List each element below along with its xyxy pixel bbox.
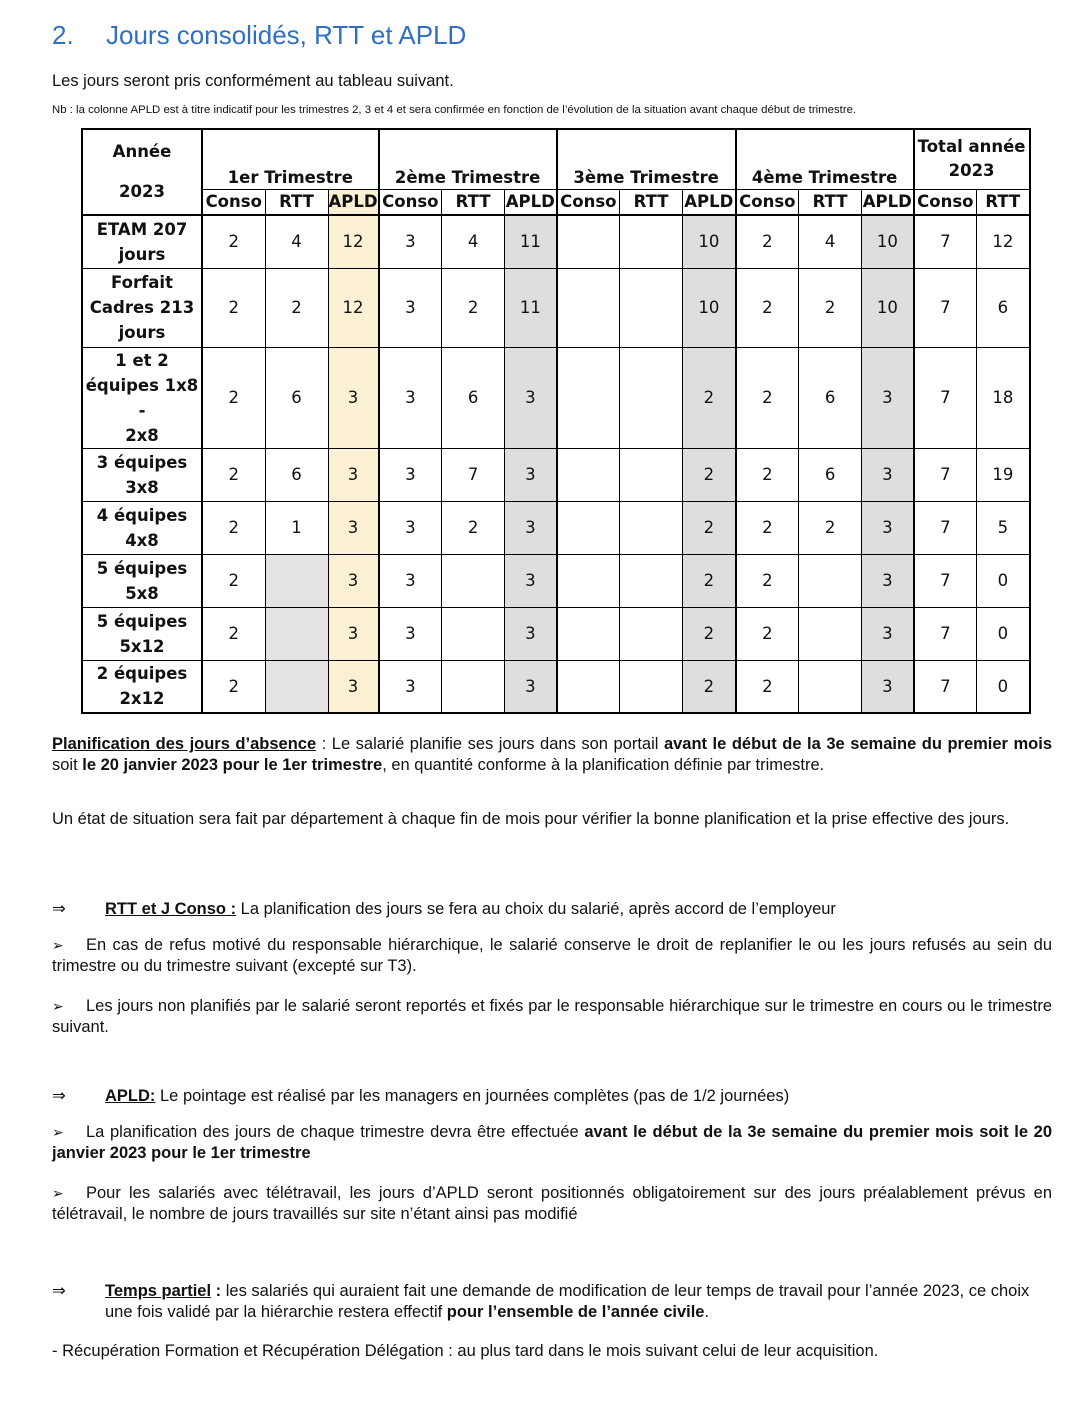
cell-conso: 7 — [914, 554, 977, 607]
row-label — [82, 660, 202, 713]
cell-rtt: 6 — [799, 347, 862, 448]
bullet-arrow-icon: ➢ — [52, 1124, 64, 1140]
total-label-line1: Total année — [917, 137, 1026, 157]
cell-apld: 11 — [505, 268, 557, 347]
cell-conso: 2 — [736, 448, 799, 501]
cell-rtt — [620, 347, 683, 448]
cell-rtt — [442, 607, 505, 660]
section-title: Jours consolidés, RTT et APLD — [106, 20, 467, 50]
cell-rtt — [442, 554, 505, 607]
subheader-conso: Conso — [914, 189, 977, 215]
row-label-line: 4x8 — [125, 530, 159, 550]
table-row — [82, 268, 1030, 347]
cell-apld: 10 — [862, 215, 914, 268]
cell-apld: 3 — [862, 501, 914, 554]
cell-conso: 2 — [202, 607, 265, 660]
apld-bullet-1 — [52, 1122, 1052, 1164]
subheader-conso: Conso — [379, 189, 442, 215]
cell-conso: 3 — [379, 554, 442, 607]
cell-rtt: 6 — [799, 448, 862, 501]
cell-rtt — [620, 554, 683, 607]
cell-conso — [557, 554, 620, 607]
table-row — [82, 347, 1030, 448]
cell-apld: 2 — [683, 607, 736, 660]
cell-rtt — [799, 607, 862, 660]
cell-conso: 3 — [379, 607, 442, 660]
row-label-line: jours — [118, 323, 166, 342]
cell-apld: 3 — [862, 554, 914, 607]
rtt-bullet-1-text: En cas de refus motivé du responsable hiérarchique, le salarié conserve le droit de replanifier le ou les jours refusés au sein du trimestre ou du trimestre suivant (excepté sur T3). — [52, 936, 1052, 975]
subheader-apld: APLD — [505, 189, 557, 215]
cell-apld: 2 — [683, 554, 736, 607]
cell-rtt: 6 — [442, 347, 505, 448]
subheader-conso: Conso — [736, 189, 799, 215]
subheader-rtt: RTT — [265, 189, 328, 215]
partial-paragraph — [52, 1281, 1052, 1323]
table-row — [82, 215, 1030, 268]
recovery-paragraph: - Récupération Formation et Récupération Délégation : au plus tard dans le mois suivant celui de leur acquisition. — [52, 1342, 879, 1360]
row-label — [82, 215, 202, 268]
cell-conso: 3 — [379, 660, 442, 713]
cell-rtt — [620, 501, 683, 554]
cell-apld: 10 — [683, 268, 736, 347]
cell-conso: 2 — [736, 554, 799, 607]
cell-apld: 3 — [328, 554, 379, 607]
partial-title: Temps partiel — [105, 1282, 212, 1300]
bullet-arrow-icon: ➢ — [52, 1185, 64, 1201]
cell-conso: 7 — [914, 607, 977, 660]
cell-rtt — [265, 607, 328, 660]
row-label-line: 5x12 — [119, 636, 165, 656]
days-table — [81, 128, 1031, 714]
apld-bullet-2-text: Pour les salariés avec télétravail, les jours d’APLD seront positionnés obligatoirement sur des jours préalablement prévus en télétravail, le nombre de jours travaillés sur site n’étant ainsi pas modifié — [52, 1184, 1052, 1223]
cell-rtt: 4 — [799, 215, 862, 268]
apld-bullet-2 — [52, 1183, 1052, 1225]
row-label-line: Forfait — [111, 273, 173, 292]
rtt-bullet-2 — [52, 996, 1052, 1038]
table-row — [82, 554, 1030, 607]
cell-conso — [557, 448, 620, 501]
cell-apld: 11 — [505, 215, 557, 268]
cell-conso: 2 — [736, 215, 799, 268]
partial-text2: . — [704, 1303, 710, 1321]
row-label-line: 2 équipes — [96, 664, 188, 684]
cell-apld: 2 — [683, 660, 736, 713]
row-label — [82, 268, 202, 347]
intro-text: Les jours seront pris conformément au tableau suivant. — [52, 72, 454, 90]
cell-rtt: 0 — [977, 660, 1030, 713]
rtt-bullet-2-text: Les jours non planifiés par le salarié seront reportés et fixés par le responsable hiérarchique sur le trimestre en cours ou le trimestre suivant. — [52, 997, 1052, 1036]
cell-rtt: 2 — [799, 501, 862, 554]
cell-conso: 7 — [914, 347, 977, 448]
cell-conso: 2 — [202, 554, 265, 607]
row-label-line: 2x12 — [119, 689, 165, 709]
rtt-title: RTT et J Conso : — [105, 900, 237, 918]
cell-apld: 3 — [505, 554, 557, 607]
quarter-header-4: 4ème Trimestre — [736, 129, 914, 189]
total-label-line2: 2023 — [948, 161, 995, 181]
planning-bold2: le 20 janvier 2023 pour le 1er trimestre — [82, 756, 383, 774]
cell-conso: 3 — [379, 501, 442, 554]
bullet-arrow-icon: ➢ — [52, 937, 64, 953]
apld-text: Le pointage est réalisé par les managers en journées complètes (pas de 1/2 journées) — [155, 1087, 790, 1105]
table-row — [82, 607, 1030, 660]
cell-conso: 7 — [914, 501, 977, 554]
subheader-rtt: RTT — [977, 189, 1030, 215]
partial-text1: les salariés qui auraient fait une demande de modification de leur temps de travail pour l’année 2023, ce choix une fois validé par la hiérarchie restera effectif — [105, 1282, 1030, 1321]
cell-apld: 3 — [328, 347, 379, 448]
cell-conso: 2 — [736, 607, 799, 660]
cell-apld: 3 — [505, 501, 557, 554]
subheader-conso: Conso — [202, 189, 265, 215]
cell-rtt: 0 — [977, 554, 1030, 607]
subheader-apld: APLD — [683, 189, 736, 215]
cell-rtt: 2 — [265, 268, 328, 347]
section-heading — [52, 20, 466, 51]
note-text: Nb : la colonne APLD est à titre indicatif pour les trimestres 2, 3 et 4 et sera confirmée en fonction de l’évolution de la situation avant chaque début de trimestre. — [52, 104, 857, 116]
cell-apld: 2 — [683, 501, 736, 554]
row-label-line: jours — [118, 244, 166, 264]
cell-rtt: 19 — [977, 448, 1030, 501]
total-header — [914, 129, 1030, 189]
row-label-line: 1 et 2 — [115, 350, 169, 370]
row-label — [82, 607, 202, 660]
year-label-line1: Année — [112, 142, 172, 161]
bullet-arrow-icon: ➢ — [52, 998, 64, 1014]
row-label-line: 5x8 — [125, 583, 159, 603]
cell-conso: 3 — [379, 347, 442, 448]
apld-title: APLD: — [105, 1087, 156, 1105]
cell-apld: 10 — [683, 215, 736, 268]
cell-conso: 3 — [379, 448, 442, 501]
planning-title: Planification des jours d’absence — [52, 735, 317, 753]
cell-rtt — [265, 660, 328, 713]
cell-apld: 3 — [505, 607, 557, 660]
row-label-line: 3 équipes — [96, 452, 188, 472]
year-header — [82, 129, 202, 215]
cell-rtt — [620, 607, 683, 660]
quarter-header-2: 2ème Trimestre — [379, 129, 557, 189]
cell-apld: 3 — [862, 448, 914, 501]
row-label — [82, 554, 202, 607]
cell-conso: 7 — [914, 215, 977, 268]
quarter-header-1: 1er Trimestre — [202, 129, 379, 189]
cell-apld: 12 — [328, 268, 379, 347]
arrow-icon: ⇒ — [52, 900, 66, 918]
subheader-rtt: RTT — [799, 189, 862, 215]
cell-apld: 3 — [328, 607, 379, 660]
cell-conso — [557, 660, 620, 713]
cell-conso: 2 — [202, 347, 265, 448]
row-label-line: 3x8 — [125, 477, 159, 497]
cell-apld: 3 — [862, 660, 914, 713]
situation-paragraph: Un état de situation sera fait par département à chaque fin de mois pour vérifier la bonne planification et la prise effective des jours. — [52, 810, 1010, 828]
cell-apld: 3 — [505, 660, 557, 713]
cell-rtt: 4 — [442, 215, 505, 268]
arrow-icon: ⇒ — [52, 1282, 66, 1300]
planning-text3: , en quantité conforme à la planification définie par trimestre. — [382, 756, 825, 774]
subheader-rtt: RTT — [442, 189, 505, 215]
cell-rtt — [799, 554, 862, 607]
row-label — [82, 347, 202, 448]
cell-conso: 2 — [202, 448, 265, 501]
cell-rtt: 18 — [977, 347, 1030, 448]
row-label — [82, 448, 202, 501]
cell-conso: 2 — [202, 660, 265, 713]
row-label — [82, 501, 202, 554]
apld-bullet-1-bold: avant le début de la 3e semaine du premier mois soit le 20 janvier 2023 pour le 1er trimestre — [52, 1123, 1052, 1162]
subheader-apld: APLD — [328, 189, 379, 215]
subheader-apld: APLD — [862, 189, 914, 215]
cell-conso: 3 — [379, 268, 442, 347]
cell-conso: 3 — [379, 215, 442, 268]
cell-conso: 7 — [914, 448, 977, 501]
row-label-line: 2x8 — [125, 425, 159, 445]
cell-rtt — [265, 554, 328, 607]
cell-rtt: 7 — [442, 448, 505, 501]
table-row — [82, 660, 1030, 713]
row-label-line: Cadres 213 — [89, 298, 195, 317]
table-row — [82, 501, 1030, 554]
cell-rtt: 2 — [442, 268, 505, 347]
cell-rtt: 12 — [977, 215, 1030, 268]
cell-rtt — [620, 268, 683, 347]
cell-rtt — [620, 448, 683, 501]
planning-bold1: avant le début de la 3e semaine du premier mois — [663, 735, 1052, 753]
subheader-conso: Conso — [557, 189, 620, 215]
cell-conso: 2 — [202, 268, 265, 347]
cell-rtt — [620, 660, 683, 713]
quarter-header-3: 3ème Trimestre — [557, 129, 736, 189]
cell-rtt: 2 — [799, 268, 862, 347]
cell-apld: 12 — [328, 215, 379, 268]
row-label-line: équipes 1x8 - — [85, 375, 199, 420]
cell-rtt: 6 — [977, 268, 1030, 347]
cell-apld: 3 — [505, 448, 557, 501]
cell-rtt: 0 — [977, 607, 1030, 660]
apld-bullet-1-text: La planification des jours de chaque trimestre devra être effectuée — [86, 1123, 585, 1141]
section-number: 2. — [52, 20, 74, 50]
cell-apld: 10 — [862, 268, 914, 347]
cell-conso — [557, 347, 620, 448]
cell-conso — [557, 501, 620, 554]
cell-apld: 3 — [862, 347, 914, 448]
year-label-line2: 2023 — [119, 182, 165, 201]
row-label-line: ETAM 207 — [96, 219, 188, 239]
cell-rtt — [442, 660, 505, 713]
planning-paragraph — [52, 734, 1052, 776]
cell-conso: 2 — [202, 215, 265, 268]
cell-rtt: 6 — [265, 448, 328, 501]
partial-bold: pour l’ensemble de l’année civile — [446, 1303, 705, 1321]
apld-heading — [52, 1086, 1052, 1107]
rtt-bullet-1 — [52, 935, 1052, 977]
arrow-icon: ⇒ — [52, 1087, 66, 1105]
cell-apld: 3 — [328, 448, 379, 501]
row-label-line: 5 équipes — [96, 611, 188, 631]
row-label-line: 5 équipes — [96, 558, 188, 578]
cell-conso: 7 — [914, 268, 977, 347]
cell-apld: 3 — [505, 347, 557, 448]
cell-rtt: 6 — [265, 347, 328, 448]
cell-apld: 2 — [683, 347, 736, 448]
rtt-text: La planification des jours se fera au choix du salarié, après accord de l’employeur — [236, 900, 836, 918]
partial-colon: : — [211, 1282, 222, 1300]
cell-rtt — [620, 215, 683, 268]
planning-text1: : Le salarié planifie ses jours dans son portail — [316, 735, 664, 753]
cell-conso — [557, 268, 620, 347]
cell-apld: 3 — [328, 660, 379, 713]
cell-rtt — [799, 660, 862, 713]
cell-rtt: 2 — [442, 501, 505, 554]
partial-content — [105, 1281, 1052, 1323]
rtt-heading — [52, 899, 1052, 920]
cell-rtt: 5 — [977, 501, 1030, 554]
cell-conso: 2 — [736, 501, 799, 554]
cell-conso: 2 — [736, 660, 799, 713]
cell-conso: 2 — [736, 268, 799, 347]
cell-conso: 2 — [736, 347, 799, 448]
cell-apld: 3 — [328, 501, 379, 554]
cell-conso: 7 — [914, 660, 977, 713]
cell-conso — [557, 607, 620, 660]
planning-text2: soit — [52, 756, 83, 774]
cell-conso: 2 — [202, 501, 265, 554]
cell-rtt: 4 — [265, 215, 328, 268]
cell-conso — [557, 215, 620, 268]
table-row — [82, 448, 1030, 501]
cell-apld: 3 — [862, 607, 914, 660]
cell-apld: 2 — [683, 448, 736, 501]
subheader-rtt: RTT — [620, 189, 683, 215]
cell-rtt: 1 — [265, 501, 328, 554]
row-label-line: 4 équipes — [96, 505, 188, 525]
